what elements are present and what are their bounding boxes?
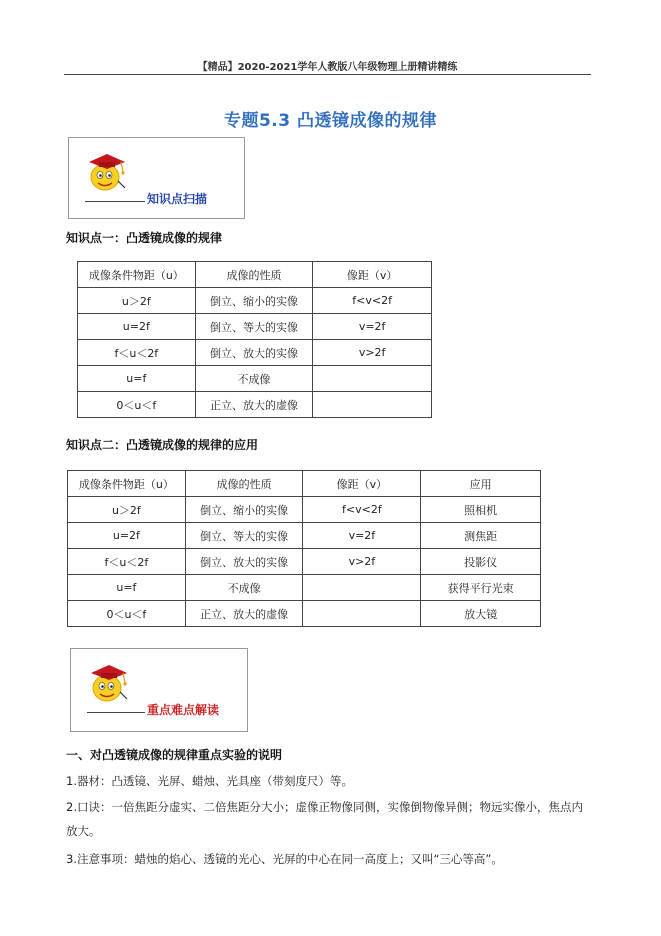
page-title: 专题5.3 凸透镜成像的规律 xyxy=(223,111,438,131)
table-cell: v>2f xyxy=(303,549,421,575)
table-row xyxy=(68,549,541,575)
key-points-banner xyxy=(70,648,248,732)
table-row xyxy=(68,601,541,627)
table-cell xyxy=(313,366,432,392)
table-row xyxy=(78,314,432,340)
kp1-heading: 知识点一：凸透镜成像的规律 xyxy=(66,231,223,245)
kp2-table xyxy=(67,470,541,627)
knowledge-scan-banner xyxy=(68,137,245,219)
kp1-table xyxy=(77,261,432,418)
table-cell: 倒立、缩小的实像 xyxy=(185,497,303,523)
column-header: 像距（v） xyxy=(303,471,421,497)
table-cell: f＜u＜2f xyxy=(68,549,186,575)
table-cell: f＜u＜2f xyxy=(78,340,196,366)
table-cell: 不成像 xyxy=(185,575,303,601)
page-header: 【精品】2020-2021学年人教版八年级物理上册精讲精练 xyxy=(197,62,458,73)
banner-underline xyxy=(85,201,145,202)
table-cell: u＞2f xyxy=(78,288,196,314)
table-row xyxy=(78,366,432,392)
paragraph-mnemonic: 2.口诀：一倍焦距分虚实、二倍焦距分大小；虚像正物像同侧，实像倒物像异侧；物远实像小，焦点内 xyxy=(66,800,583,814)
table-cell: 正立、放大的虚像 xyxy=(185,601,303,627)
table-row xyxy=(68,497,541,523)
table-cell: 照相机 xyxy=(421,497,541,523)
table-cell: 测焦距 xyxy=(421,523,541,549)
table-cell: u＞2f xyxy=(68,497,186,523)
table-cell: 倒立、放大的实像 xyxy=(185,549,303,575)
banner-label: 知识点扫描 xyxy=(147,192,208,206)
table-row xyxy=(68,575,541,601)
column-header: 像距（v） xyxy=(313,262,432,288)
table-cell: 放大镜 xyxy=(421,601,541,627)
kp2-heading: 知识点二：凸透镜成像的规律的应用 xyxy=(66,438,259,452)
table-cell: 获得平行光束 xyxy=(421,575,541,601)
table-cell: 倒立、等大的实像 xyxy=(195,314,313,340)
table-cell xyxy=(303,601,421,627)
table-cell: 不成像 xyxy=(195,366,313,392)
paragraph-notes: 3.注意事项：蜡烛的焰心、透镜的光心、光屏的中心在同一高度上；又叫“三心等高”。 xyxy=(66,852,503,866)
table-cell: u=f xyxy=(68,575,186,601)
paragraph-mnemonic-cont: 放大。 xyxy=(66,824,101,838)
table-row xyxy=(78,392,432,418)
column-header: 成像的性质 xyxy=(195,262,313,288)
table-header-row xyxy=(78,262,432,288)
table-cell: f<v<2f xyxy=(303,497,421,523)
column-header: 应用 xyxy=(421,471,541,497)
paragraph-equipment: 1.器材：凸透镜、光屏、蜡烛、光具座（带刻度尺）等。 xyxy=(66,774,353,788)
table-cell: 正立、放大的虚像 xyxy=(195,392,313,418)
table-cell: 倒立、放大的实像 xyxy=(195,340,313,366)
table-row xyxy=(78,288,432,314)
banner-label: 重点难点解读 xyxy=(147,703,220,717)
table-cell: v=2f xyxy=(313,314,432,340)
table-cell: 投影仪 xyxy=(421,549,541,575)
table-row xyxy=(68,523,541,549)
column-header: 成像的性质 xyxy=(185,471,303,497)
table-cell: u=f xyxy=(78,366,196,392)
header-rule xyxy=(64,74,591,75)
table-cell: v=2f xyxy=(303,523,421,549)
table-cell: 倒立、等大的实像 xyxy=(185,523,303,549)
table-row xyxy=(78,340,432,366)
table-cell: u=2f xyxy=(78,314,196,340)
column-header: 成像条件物距（u） xyxy=(78,262,196,288)
column-header: 成像条件物距（u） xyxy=(68,471,186,497)
table-cell: f<v<2f xyxy=(313,288,432,314)
graduate-emoji-icon xyxy=(87,659,131,705)
section3-heading: 一、对凸透镜成像的规律重点实验的说明 xyxy=(66,748,283,762)
banner-underline xyxy=(87,712,145,713)
table-cell: 倒立、缩小的实像 xyxy=(195,288,313,314)
table-cell: u=2f xyxy=(68,523,186,549)
graduate-emoji-icon xyxy=(85,148,129,194)
table-cell: 0＜u＜f xyxy=(78,392,196,418)
table-cell: 0＜u＜f xyxy=(68,601,186,627)
table-cell xyxy=(303,575,421,601)
table-cell: v>2f xyxy=(313,340,432,366)
table-cell xyxy=(313,392,432,418)
table-header-row xyxy=(68,471,541,497)
